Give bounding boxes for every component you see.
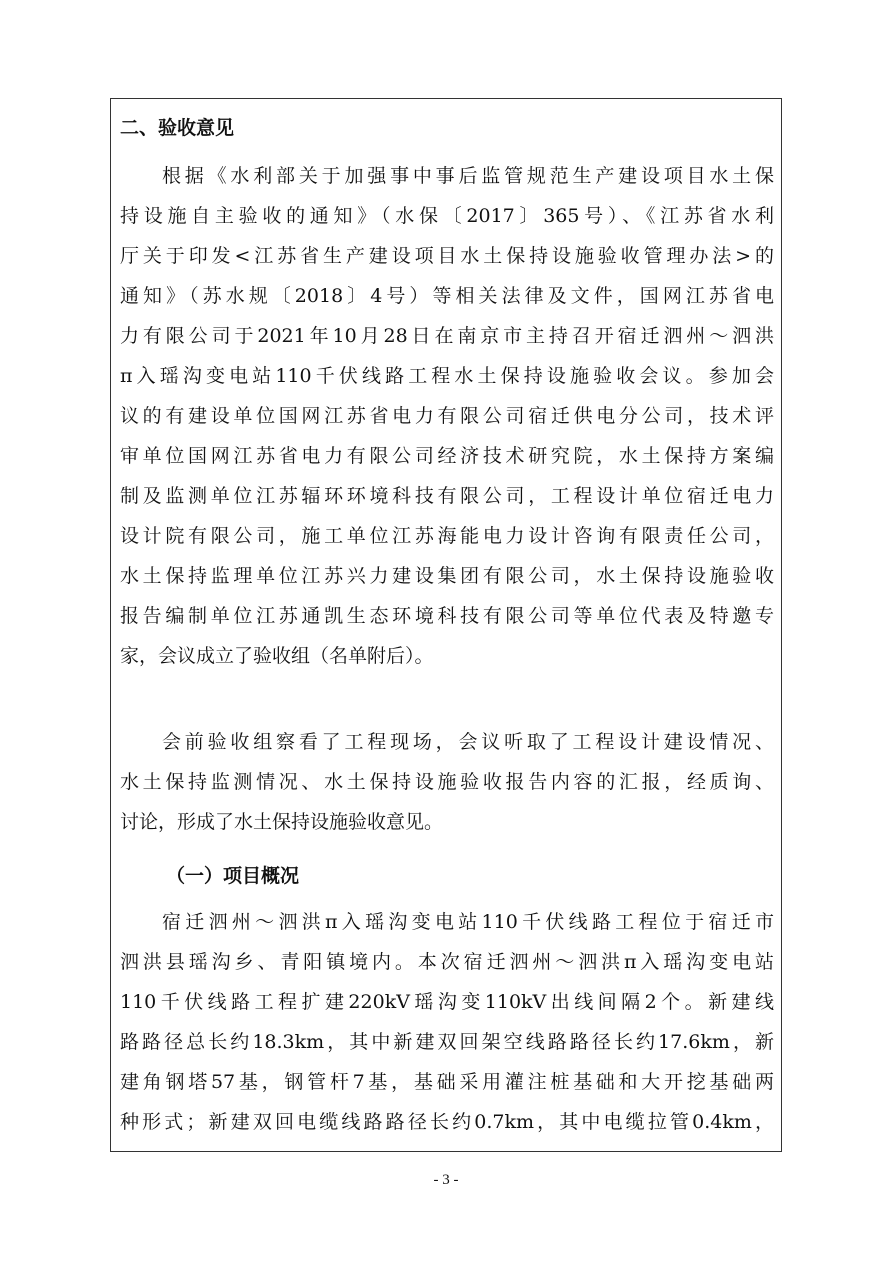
paragraph-line: 泗洪县瑶沟乡、青阳镇境内。本次宿迁泗州～泗洪π入瑶沟变电站 [120,951,774,973]
paragraph-line: 审单位国网江苏省电力有限公司经济技术研究院，水土保持方案编 [120,445,774,467]
paragraph-line: 根据《水利部关于加强事中事后监管规范生产建设项目水土保 [162,165,774,187]
paragraph-line: 宿迁泗州～泗洪π入瑶沟变电站110千伏线路工程位于宿迁市 [162,911,774,933]
page-number: - 3 - [433,1172,459,1188]
paragraph-line: 种形式；新建双回电缆线路路径长约0.7km，其中电缆拉管0.4km， [120,1111,774,1133]
paragraph-line: 设计院有限公司，施工单位江苏海能电力设计咨询有限责任公司， [120,525,774,547]
paragraph-line: 建角钢塔57基，钢管杆7基，基础采用灌注桩基础和大开挖基础两 [120,1071,774,1093]
paragraph-2 [120,722,774,842]
paragraph-line: 110千伏线路工程扩建220kV瑶沟变110kV出线间隔2个。新建线 [120,991,774,1013]
paragraph-line: 家，会议成立了验收组（名单附后）。 [120,645,434,667]
paragraph-line: 会前验收组察看了工程现场，会议听取了工程设计建设情况、 [162,731,774,753]
section-title: 二、验收意见 [120,117,235,139]
paragraph-line: 报告编制单位江苏通凯生态环境科技有限公司等单位代表及特邀专 [120,605,774,627]
paragraph-line: 路路径总长约18.3km，其中新建双回架空线路路径长约17.6km，新 [120,1031,774,1053]
paragraph-line: 水土保持监理单位江苏兴力建设集团有限公司，水土保持设施验收 [120,565,774,587]
paragraph-line: 水土保持监测情况、水土保持设施验收报告内容的汇报，经质询、 [120,771,774,793]
subheading-project-overview: （一）项目概况 [166,865,300,887]
paragraph-1 [120,156,774,676]
paragraph-line: 持设施自主验收的通知》（水保〔2017〕365号）、《江苏省水利 [120,205,774,227]
paragraph-line: 讨论，形成了水土保持设施验收意见。 [120,811,444,833]
paragraph-line: 通知》（苏水规〔2018〕4号）等相关法律及文件，国网江苏省电 [120,285,774,307]
paragraph-line: 厅关于印发<江苏省生产建设项目水土保持设施验收管理办法>的 [120,245,774,267]
paragraph-3 [120,902,774,1142]
paragraph-line: 力有限公司于2021年10月28日在南京市主持召开宿迁泗州～泗洪 [120,325,774,347]
paragraph-line: 制及监测单位江苏辐环环境科技有限公司，工程设计单位宿迁电力 [120,485,774,507]
paragraph-line: 议的有建设单位国网江苏省电力有限公司宿迁供电分公司，技术评 [120,405,774,427]
paragraph-line: π入瑶沟变电站110千伏线路工程水土保持设施验收会议。参加会 [120,365,774,387]
